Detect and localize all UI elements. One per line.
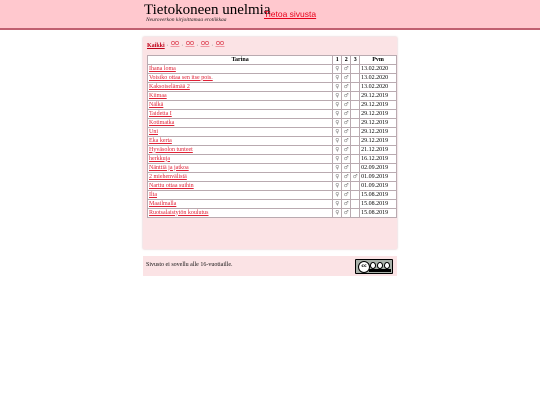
participant-g1 <box>333 209 342 218</box>
gender-symbol: ♂ <box>343 74 349 81</box>
table-row <box>148 128 397 137</box>
filter-separator: · <box>164 43 170 49</box>
participant-g1 <box>333 92 342 101</box>
cc-circle-icon: cc <box>358 261 370 273</box>
participant-g3 <box>351 110 360 119</box>
gender-symbol: ♀ <box>335 101 340 108</box>
story-date-cell: 29.12.2019 <box>360 119 397 128</box>
story-link[interactable]: Kotimatka <box>149 119 175 126</box>
story-title-cell <box>148 92 333 101</box>
gender-symbol: ♀ <box>335 74 340 81</box>
participant-g2 <box>342 83 351 92</box>
story-date-cell: 29.12.2019 <box>360 128 397 137</box>
story-date-cell: 29.12.2019 <box>360 92 397 101</box>
participant-g2 <box>342 146 351 155</box>
participant-g2 <box>342 200 351 209</box>
site-header <box>0 0 540 30</box>
table-row <box>148 65 397 74</box>
gender-symbol: ♂ <box>343 182 349 189</box>
participant-g3 <box>351 137 360 146</box>
participant-g1 <box>333 173 342 182</box>
participant-g3 <box>351 164 360 173</box>
participant-g2 <box>342 182 351 191</box>
story-title-cell <box>148 173 333 182</box>
gender-symbol: ♀ <box>335 191 340 198</box>
gender-symbol: ♂ <box>343 209 349 216</box>
story-link[interactable]: Voisiko ottaa sen itse pois. <box>149 74 213 81</box>
story-title-cell <box>148 119 333 128</box>
participant-g2 <box>342 209 351 218</box>
gender-symbol: ♀ <box>335 137 340 144</box>
participant-g3 <box>351 173 360 182</box>
column-header-1: 1 <box>333 56 342 65</box>
participant-g3 <box>351 182 360 191</box>
participant-g2 <box>342 137 351 146</box>
participant-g3 <box>351 92 360 101</box>
story-date-cell: 01.09.2019 <box>360 182 397 191</box>
table-row <box>148 173 397 182</box>
story-link[interactable]: Nänttiä ja jatkoa <box>149 164 189 171</box>
table-row <box>148 83 397 92</box>
participant-g1 <box>333 119 342 128</box>
gender-symbol: ♂ <box>343 137 349 144</box>
gender-symbol: ♂ <box>343 92 349 99</box>
participant-g1 <box>333 155 342 164</box>
gender-symbol: ♂ <box>343 155 349 162</box>
story-link[interactable]: Maailmalla <box>149 200 177 207</box>
noncommercial-icon <box>377 262 383 269</box>
story-date-cell: 29.12.2019 <box>360 101 397 110</box>
story-title-cell <box>148 65 333 74</box>
story-date-cell: 29.12.2019 <box>360 110 397 119</box>
age-notice: Sivusto ei sovellu alle 16-vuotiaille. <box>146 262 233 268</box>
story-title-cell <box>148 83 333 92</box>
participant-g1 <box>333 110 342 119</box>
gender-pair-icon <box>170 40 180 47</box>
story-link[interactable]: Ilta <box>149 191 157 198</box>
story-link[interactable]: Uni <box>149 128 158 135</box>
table-row <box>148 191 397 200</box>
participant-g1 <box>333 128 342 137</box>
participant-g2 <box>342 173 351 182</box>
story-title-cell <box>148 110 333 119</box>
story-title-cell <box>148 200 333 209</box>
story-link[interactable]: Ihana loma <box>149 65 176 72</box>
participant-g3 <box>351 74 360 83</box>
gender-symbol: ♂ <box>343 83 349 90</box>
participant-g3 <box>351 65 360 74</box>
site-footer <box>143 256 397 276</box>
story-title-cell <box>148 74 333 83</box>
story-link[interactable]: Kaksoiselämää 2 <box>149 83 190 90</box>
gender-symbol: ♀ <box>335 110 340 117</box>
participant-g2 <box>342 74 351 83</box>
story-date-cell: 02.09.2019 <box>360 164 397 173</box>
story-date-cell: 13.02.2020 <box>360 83 397 92</box>
participant-g3 <box>351 200 360 209</box>
story-title-cell <box>148 209 333 218</box>
participant-g3 <box>351 146 360 155</box>
participant-g2 <box>342 164 351 173</box>
participant-g1 <box>333 83 342 92</box>
table-row <box>148 92 397 101</box>
participant-g1 <box>333 182 342 191</box>
gender-pair-icon <box>185 40 195 47</box>
participant-g1 <box>333 101 342 110</box>
table-row <box>148 101 397 110</box>
filter-separator: · <box>209 43 215 49</box>
participant-g1 <box>333 74 342 83</box>
table-row <box>148 209 397 218</box>
gender-symbol: ♂ <box>343 146 349 153</box>
site-title[interactable]: Tietokoneen unelmia <box>144 2 271 18</box>
participant-g3 <box>351 83 360 92</box>
filter-bar <box>147 40 225 50</box>
filter-gender-pair-icon[interactable] <box>200 43 210 49</box>
gender-symbol: ♀ <box>335 128 340 135</box>
story-link[interactable]: 2 miehenvälistä <box>149 173 187 180</box>
participant-g2 <box>342 191 351 200</box>
participant-g3 <box>351 209 360 218</box>
story-date-cell: 13.02.2020 <box>360 65 397 74</box>
story-date-cell: 13.02.2020 <box>360 74 397 83</box>
gender-symbol: ♂ <box>343 128 349 135</box>
filter-separator: · <box>179 43 185 49</box>
table-row <box>148 200 397 209</box>
column-header-3: 3 <box>351 56 360 65</box>
participant-g1 <box>333 65 342 74</box>
participant-g1 <box>333 137 342 146</box>
filter-separator: · <box>194 43 200 49</box>
participant-g2 <box>342 155 351 164</box>
story-link[interactable]: Hyväsolon tunteet <box>149 146 193 153</box>
filter-gender-pair-icon[interactable] <box>215 43 225 49</box>
gender-symbol: ♂ <box>343 164 349 171</box>
stories-table <box>147 55 397 218</box>
story-link[interactable]: Kiimaa <box>149 92 167 99</box>
story-date-cell: 15.08.2019 <box>360 191 397 200</box>
gender-symbol: ♂ <box>352 173 358 180</box>
participant-g3 <box>351 191 360 200</box>
table-row <box>148 110 397 119</box>
gender-symbol: ♀ <box>335 83 340 90</box>
license-bar <box>369 269 391 272</box>
gender-symbol: ♀ <box>335 92 340 99</box>
participant-g3 <box>351 119 360 128</box>
filter-gender-pair-icon[interactable] <box>170 43 180 49</box>
table-row <box>148 182 397 191</box>
story-title-cell <box>148 128 333 137</box>
participant-g1 <box>333 146 342 155</box>
story-title-cell <box>148 182 333 191</box>
sharealike-icon <box>384 262 390 269</box>
gender-symbol: ♂ <box>343 119 349 126</box>
gender-symbol: ♀ <box>335 119 340 126</box>
story-date-cell: 15.08.2019 <box>360 200 397 209</box>
creative-commons-badge-icon[interactable] <box>355 259 393 274</box>
story-title-cell <box>148 155 333 164</box>
table-row <box>148 146 397 155</box>
table-row <box>148 155 397 164</box>
story-date-cell: 16.12.2019 <box>360 155 397 164</box>
column-header-date: Pvm <box>360 56 397 65</box>
story-date-cell: 21.12.2019 <box>360 146 397 155</box>
gender-symbol: ♀ <box>335 173 340 180</box>
table-row <box>148 137 397 146</box>
story-title-cell <box>148 191 333 200</box>
story-date-cell: 29.12.2019 <box>360 137 397 146</box>
participant-g2 <box>342 65 351 74</box>
stories-panel <box>143 37 397 249</box>
table-row <box>148 119 397 128</box>
gender-symbol: ♀ <box>335 209 340 216</box>
gender-symbol: ♀ <box>335 155 340 162</box>
table-row <box>148 164 397 173</box>
participant-g2 <box>342 128 351 137</box>
filter-gender-pair-icon[interactable] <box>185 43 195 49</box>
story-link[interactable]: Narttu ottaa suihin <box>149 182 194 189</box>
story-link[interactable]: Nälkä <box>149 101 164 108</box>
story-date-cell: 01.09.2019 <box>360 173 397 182</box>
story-title-cell <box>148 146 333 155</box>
gender-symbol: ♂ <box>343 101 349 108</box>
story-link[interactable]: Eka kerta <box>149 137 172 144</box>
gender-symbol: ♂ <box>343 200 349 207</box>
gender-symbol: ♀ <box>335 65 340 72</box>
gender-symbol: ♀ <box>335 146 340 153</box>
story-title-cell <box>148 137 333 146</box>
gender-symbol: ♀ <box>335 200 340 207</box>
participant-g3 <box>351 101 360 110</box>
gender-symbol: ♂ <box>343 110 349 117</box>
column-header-2: 2 <box>342 56 351 65</box>
gender-pair-icon <box>200 40 210 47</box>
participant-g2 <box>342 92 351 101</box>
about-link[interactable]: Tietoa sivusta <box>264 9 317 19</box>
gender-symbol: ♂ <box>343 191 349 198</box>
filter-all[interactable]: Kaikki <box>147 43 165 49</box>
column-header-title: Tarina <box>148 56 333 65</box>
participant-g3 <box>351 128 360 137</box>
site-subtitle: Neuroverkon kirjoittamaa erotiikkaa <box>146 17 227 23</box>
table-row <box>148 74 397 83</box>
gender-pair-icon <box>215 40 225 47</box>
participant-g2 <box>342 110 351 119</box>
story-link[interactable]: Ruotsalaistytön koulutus <box>149 209 209 216</box>
story-link[interactable]: Taidetta I <box>149 110 172 117</box>
table-header-row <box>148 56 397 65</box>
gender-symbol: ♀ <box>335 182 340 189</box>
gender-symbol: ♂ <box>343 173 349 180</box>
participant-g3 <box>351 155 360 164</box>
participant-g1 <box>333 164 342 173</box>
story-link[interactable]: herkkuja <box>149 155 170 162</box>
story-title-cell <box>148 164 333 173</box>
participant-g1 <box>333 200 342 209</box>
story-title-cell <box>148 101 333 110</box>
story-date-cell: 15.08.2019 <box>360 209 397 218</box>
gender-symbol: ♂ <box>343 65 349 72</box>
license-symbols-icon <box>370 262 390 268</box>
attribution-icon <box>370 262 376 269</box>
participant-g2 <box>342 119 351 128</box>
participant-g2 <box>342 101 351 110</box>
gender-symbol: ♀ <box>335 164 340 171</box>
participant-g1 <box>333 191 342 200</box>
